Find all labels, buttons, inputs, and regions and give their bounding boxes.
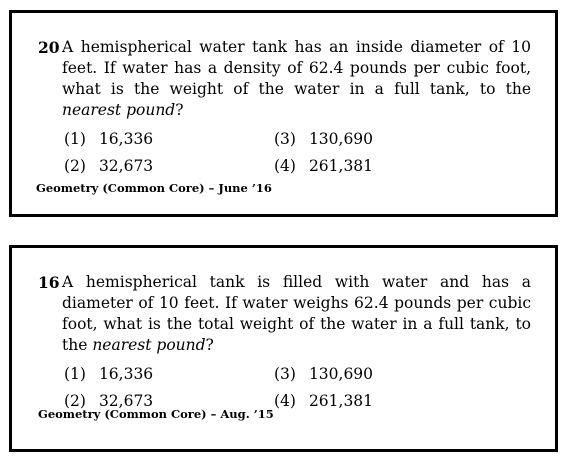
choice-value: 32,673 — [98, 157, 154, 175]
choice-1 — [64, 129, 274, 149]
choice-value: 130,690 — [308, 365, 374, 383]
question-card — [9, 245, 558, 452]
choice-4 — [274, 156, 474, 176]
answer-choices — [64, 364, 531, 411]
choice-value: 32,673 — [98, 392, 154, 410]
exam-source: Geometry (Common Core) – June ’16 — [36, 181, 272, 195]
answer-choices — [64, 129, 531, 176]
choice-label: (2) — [64, 157, 86, 175]
choice-3 — [274, 364, 474, 384]
choice-label: (3) — [274, 130, 296, 148]
choice-4 — [274, 391, 474, 411]
question-text — [62, 272, 531, 356]
question-text-end: ? — [205, 336, 214, 354]
question-text-start: A hemispherical water tank has an inside diameter of 10 feet. If water has a density of 62.4 pounds per cubic foot, what is the weight of the water in a full tank, to the — [62, 38, 531, 98]
question-block — [38, 272, 531, 411]
question-text — [62, 37, 531, 121]
choice-label: (4) — [274, 392, 296, 410]
question-text-start: A hemispherical tank is filled with water and has a diameter of 10 feet. If water weighs 62.4 pounds per cubic foot, what is the total weight of the water in a full tank, to the — [62, 273, 531, 354]
choice-2 — [64, 156, 274, 176]
choice-value: 16,336 — [98, 365, 154, 383]
choice-label: (2) — [64, 392, 86, 410]
choice-3 — [274, 129, 474, 149]
question-text-emphasis: nearest pound — [92, 336, 206, 354]
question-text-end: ? — [175, 101, 184, 119]
choice-label: (3) — [274, 365, 296, 383]
choice-label: (1) — [64, 130, 86, 148]
choice-value: 261,381 — [308, 392, 374, 410]
choice-1 — [64, 364, 274, 384]
choice-value: 261,381 — [308, 157, 374, 175]
question-block — [38, 37, 531, 176]
choice-label: (1) — [64, 365, 86, 383]
choice-value: 130,690 — [308, 130, 374, 148]
question-number: 16 — [38, 273, 60, 292]
choice-value: 16,336 — [98, 130, 154, 148]
question-number: 20 — [38, 38, 60, 57]
exam-source: Geometry (Common Core) – Aug. ’15 — [38, 407, 274, 421]
choice-label: (4) — [274, 157, 296, 175]
question-text-emphasis: nearest pound — [62, 101, 176, 119]
question-card — [9, 10, 558, 217]
